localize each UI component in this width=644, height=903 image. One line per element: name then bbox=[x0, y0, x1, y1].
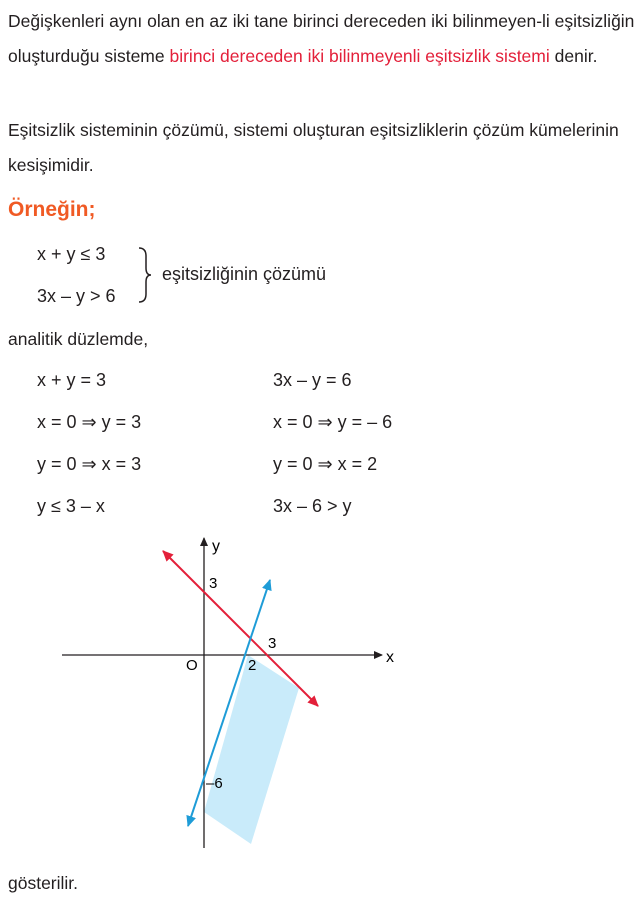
left-x-zero: x = 0 ⇒ y = 3 bbox=[37, 412, 142, 432]
solution-region bbox=[204, 655, 299, 844]
right-inequality: 3x – 6 > y bbox=[273, 496, 352, 516]
blue-y-intercept-label: –6 bbox=[206, 775, 223, 792]
right-y-zero: y = 0 ⇒ x = 2 bbox=[273, 454, 378, 474]
inequality-1: x + y ≤ 3 bbox=[37, 244, 106, 264]
red-x-intercept-label: 3 bbox=[268, 635, 277, 652]
right-x-zero: x = 0 ⇒ y = – 6 bbox=[273, 412, 393, 432]
conclusion-text: gösterilir. bbox=[8, 873, 79, 893]
left-y-zero: y = 0 ⇒ x = 3 bbox=[37, 454, 142, 474]
system-label: eşitsizliğinin çözümü bbox=[162, 264, 327, 284]
blue-x-intercept-label: 2 bbox=[248, 657, 257, 674]
origin-label: O bbox=[186, 657, 198, 674]
example-heading: Örneğin; bbox=[8, 198, 96, 221]
x-axis-label: x bbox=[386, 649, 394, 666]
right-equation: 3x – y = 6 bbox=[273, 370, 352, 390]
y-axis-label: y bbox=[212, 538, 220, 555]
inequality-2: 3x – y > 6 bbox=[37, 286, 116, 306]
definition-text-end: denir. bbox=[549, 46, 598, 66]
plane-text: analitik düzlemde, bbox=[8, 329, 149, 349]
left-equation: x + y = 3 bbox=[37, 370, 107, 390]
left-inequality: y ≤ 3 – x bbox=[37, 496, 105, 516]
definition-term: birinci dereceden iki bilinmeyenli eşitsizlik sistemi bbox=[169, 46, 550, 66]
definition-text-start: Değişkenleri aynı olan en az iki tane birinci dereceden iki bilinmeyen-li eşitsizliğin oluşturduğu sisteme bbox=[8, 11, 635, 66]
red-y-intercept-label: 3 bbox=[209, 575, 218, 592]
solution-paragraph: Eşitsizlik sisteminin çözümü, sistemi oluşturan eşitsizliklerin çözüm kümelerinin kesişimidir. bbox=[8, 120, 619, 175]
